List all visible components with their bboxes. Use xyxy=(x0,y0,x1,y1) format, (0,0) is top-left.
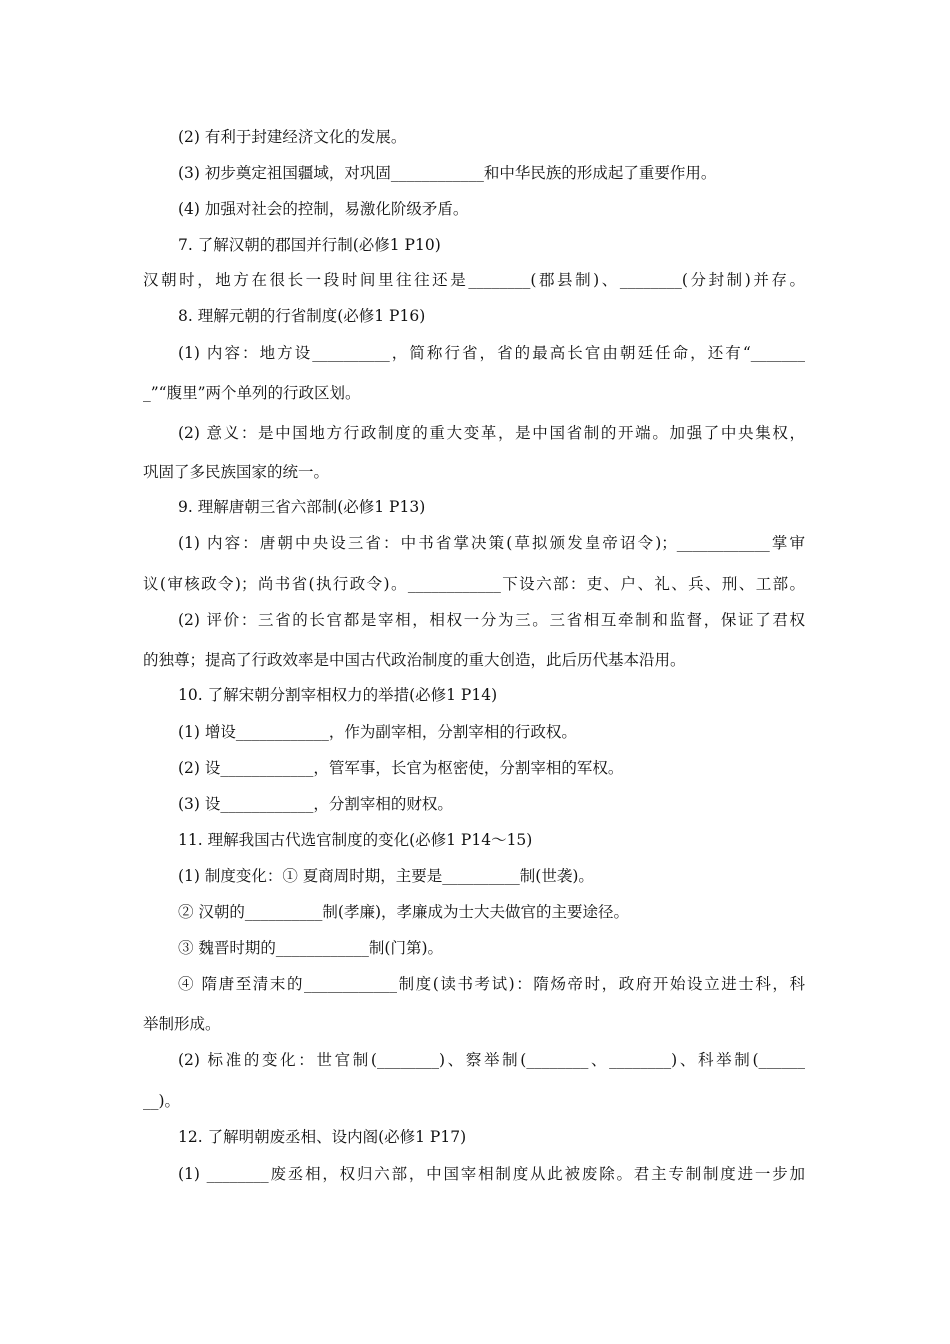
text-line: (3) 初步奠定祖国疆域，对巩固____________和中华民族的形成起了重要作用。 xyxy=(178,164,717,182)
text-line: 议(审核政令)；尚书省(执行政令)。____________下设六部：吏、户、礼、兵、刑、工部。 xyxy=(143,575,805,593)
text-line: (2) 有利于封建经济文化的发展。 xyxy=(178,128,407,146)
text-line: ④ 隋唐至清末的____________制度(读书考试)：隋炀帝时，政府开始设立进士科，科 xyxy=(178,975,805,993)
text-line: (1) 内容：地方设__________，简称行省，省的最高长官由朝廷任命，还有“_______ xyxy=(178,344,805,362)
text-line: (2) 评价：三省的长官都是宰相，相权一分为三。三省相互牵制和监督，保证了君权 xyxy=(178,611,805,629)
text-line: ③ 魏晋时期的____________制(门第)。 xyxy=(178,939,444,957)
text-line: (1) 内容：唐朝中央设三省：中书省掌决策(草拟颁发皇帝诏令)；____________掌审 xyxy=(178,534,805,552)
section-heading: 9. 理解唐朝三省六部制(必修1 P13) xyxy=(178,498,426,516)
text-line: (3) 设____________，分割宰相的财权。 xyxy=(178,795,453,813)
text-line: (2) 意义：是中国地方行政制度的重大变革，是中国省制的开端。加强了中央集权， xyxy=(178,424,805,442)
text-line: __)。 xyxy=(143,1092,181,1110)
section-heading: 12. 了解明朝废丞相、设内阁(必修1 P17) xyxy=(178,1128,467,1146)
text-line: 巩固了多民族国家的统一。 xyxy=(143,463,330,481)
text-line: ② 汉朝的__________制(孝廉)，孝廉成为士大夫做官的主要途径。 xyxy=(178,903,630,921)
section-heading: 11. 理解我国古代选官制度的变化(必修1 P14～15) xyxy=(178,831,533,849)
section-heading: 8. 理解元朝的行省制度(必修1 P16) xyxy=(178,307,426,325)
text-line: (1) 增设____________，作为副宰相，分割宰相的行政权。 xyxy=(178,723,577,741)
text-line: 汉朝时，地方在很长一段时间里往往还是________(郡县制)、________(分封制)并存。 xyxy=(143,271,805,289)
text-line: (2) 设____________，管军事，长官为枢密使，分割宰相的军权。 xyxy=(178,759,624,777)
text-line: 举制形成。 xyxy=(143,1015,221,1033)
text-line: _”“腹里”两个单列的行政区划。 xyxy=(143,384,361,402)
section-heading: 10. 了解宋朝分割宰相权力的举措(必修1 P14) xyxy=(178,686,498,704)
text-line: (2) 标准的变化：世官制(________)、察举制(________、________)、科举制(______ xyxy=(178,1051,805,1069)
text-line: 的独尊；提高了行政效率是中国古代政治制度的重大创造，此后历代基本沿用。 xyxy=(143,651,686,669)
text-line: (1) ________废丞相，权归六部，中国宰相制度从此被废除。君主专制制度进一步加 xyxy=(178,1165,805,1183)
section-heading: 7. 了解汉朝的郡国并行制(必修1 P10) xyxy=(178,236,441,254)
text-line: (4) 加强对社会的控制，易激化阶级矛盾。 xyxy=(178,200,469,218)
text-line: (1) 制度变化：① 夏商周时期，主要是__________制(世袭)。 xyxy=(178,867,594,885)
